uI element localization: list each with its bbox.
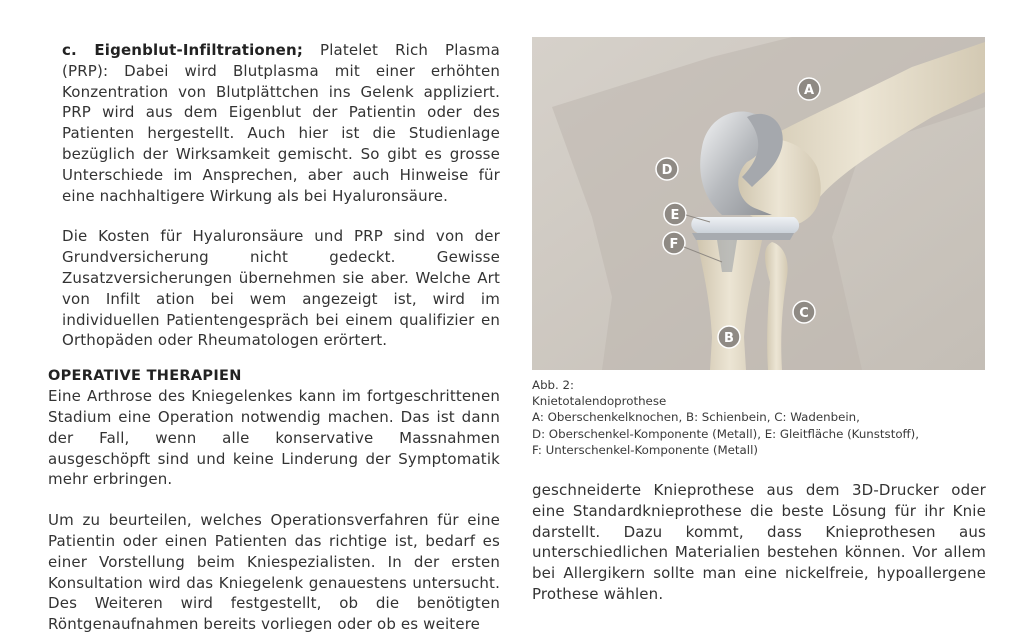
svg-text:C: C xyxy=(799,306,809,321)
section-heading: OPERATIVE THERAPIEN xyxy=(48,368,242,385)
paragraph-prp xyxy=(48,40,500,206)
paragraph-prosthesis: geschneiderte Knieprothese aus dem 3D-Drucker oder eine Standardknieprothese die beste Lösung für ihr Knie darstellt. Dazu kommt, dass Knieprothesen aus unterschiedlichen Materialien bestehen können. Vor allem bei Allergikern sollte man eine nickelfreie, hypoallergene Prothese wählen. xyxy=(532,481,986,603)
prp-text: Platelet Rich Plasma (PRP): Dabei wird Blutplasma mit einer erhöhten Konzentration von Blutplättchen ins Gelenk appliziert. PRP wird aus dem Eigenblut der Patientin oder des Patienten hergestellt. Auch hier ist die Studienlage bezüglich der Wirksamkeit gemischt. So gibt es grosse Unterschiede im Ansprechen, aber auch Hinweise für eine nachhaltigere Wirkung als bei Hyaluronsäure. xyxy=(62,41,500,205)
right-column xyxy=(532,480,986,605)
marker-C xyxy=(793,301,815,323)
tibial-tray-metal xyxy=(692,233,794,240)
marker-D xyxy=(656,158,678,180)
caption-title: Knietotalendoprothese xyxy=(532,394,667,409)
caption-legend-line: F: Unterschenkel-Komponente (Metall) xyxy=(532,442,758,457)
paragraph-costs: Die Kosten für Hyaluronsäure und PRP sind von der Grundversicherung nicht gedeckt. Gewisse Zusatzversicherungen übernehmen sie aber. Welche Art von Infilt ation bei wem angezeigt ist, wird im individuellen Patientengespräch bei einem qualifizier en Orthopäden oder Rheumatologen erörtert. xyxy=(62,227,500,350)
left-column xyxy=(48,40,500,635)
caption-legend-line: D: Oberschenkel-Komponente (Metall), E: Gleitfläche (Kunststoff), xyxy=(532,426,920,441)
svg-text:F: F xyxy=(669,237,679,252)
marker-B xyxy=(718,326,740,348)
caption-figure-number: Abb. 2: xyxy=(532,378,575,392)
svg-text:B: B xyxy=(724,331,734,346)
knee-prosthesis-illustration xyxy=(532,37,985,370)
paragraph-consultation: Um zu beurteilen, welches Operationsverfahren für eine Patientin oder einen Patienten das richtige ist, bedarf es einer Vorstellung beim Kniespezialisten. In der ersten Konsultation wird das Kniegelenk genauestens untersucht. Des Weiteren wird festgestellt, ob die benötigten Röntgenaufnahmen bereits vorliegen oder ob es weitere xyxy=(48,511,500,634)
figure-caption xyxy=(532,377,986,458)
polyethylene-insert xyxy=(691,217,799,234)
marker-A xyxy=(798,78,820,100)
paragraph-operation: Eine Arthrose des Kniegelenkes kann im fortgeschrittenen Stadium eine Operation notwendig machen. Das ist dann der Fall, wenn alle konservative Massnahmen ausgeschöpft sind und keine Linderung der Symptomatik mehr erbringen. xyxy=(48,387,500,489)
caption-legend-line: A: Oberschenkelknochen, B: Schienbein, C: Wadenbein, xyxy=(532,410,860,425)
svg-text:D: D xyxy=(661,163,673,178)
svg-text:E: E xyxy=(670,208,680,223)
svg-text:A: A xyxy=(803,83,815,98)
prp-label: c. Eigenblut-Infiltrationen; xyxy=(62,41,303,59)
